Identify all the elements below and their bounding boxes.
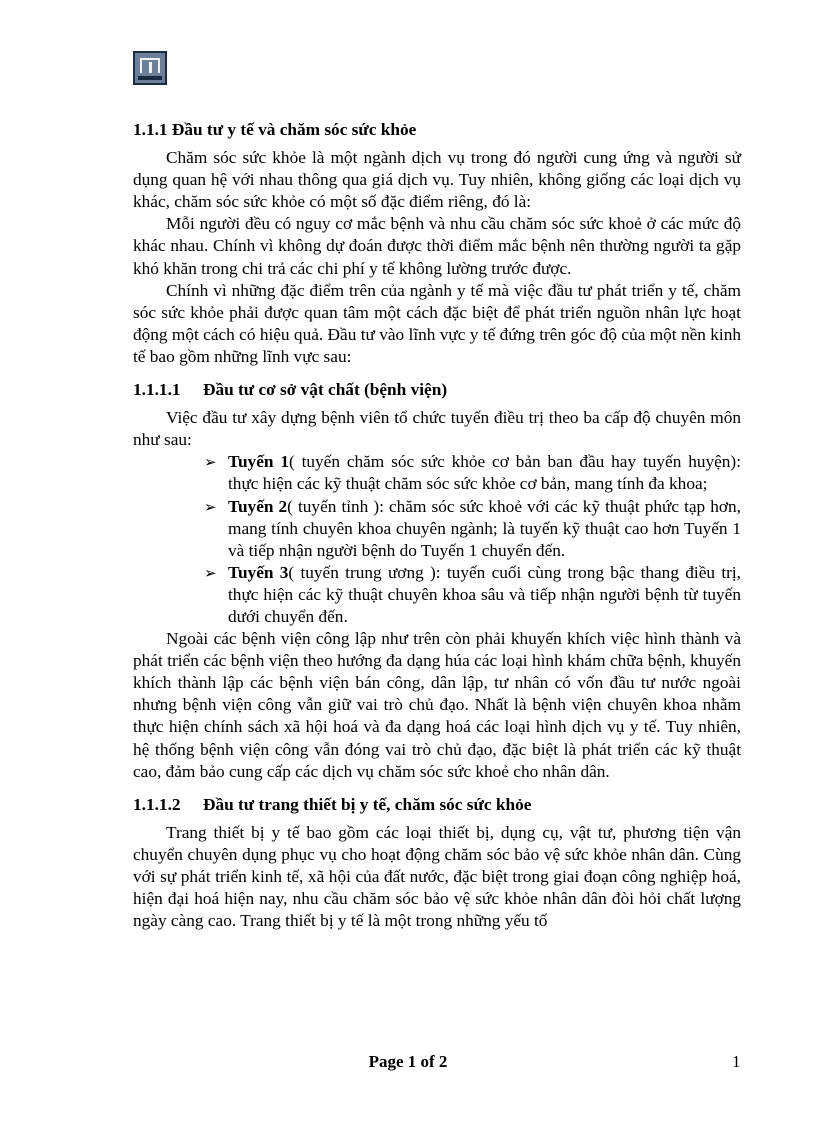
bullet-list xyxy=(133,451,741,628)
subsection-title: Đầu tư cơ sở vật chất (bệnh viện) xyxy=(203,380,448,400)
arrow-bullet-icon: ➢ xyxy=(204,563,217,582)
page-number: 1 xyxy=(732,1052,741,1071)
subsection-intro: Việc đầu tư xây dựng bệnh viên tổ chức tuyến điều trị theo ba cấp độ chuyên môn như sau: xyxy=(133,408,741,450)
bullet-text: ( tuyến trung ương ): tuyến cuối cùng trong bậc thang điều trị, thực hiện các kỹ thuật chuyên khoa sâu và tiếp nhận người bệnh từ tuyến dưới chuyển đến. xyxy=(228,562,741,626)
bullet-text: ( tuyến chăm sóc sức khỏe cơ bản ban đầu hay tuyến huyện): thực hiện các kỹ thuật chăm sóc sức khỏe cơ bản, mang tính đa khoa; xyxy=(228,452,741,494)
subsection-number: 1.1.1.1 xyxy=(133,380,181,400)
page-footer: Page 1 of 2 xyxy=(368,1052,448,1071)
subsection-paragraph: Ngoài các bệnh viện công lập như trên còn phải khuyến khích việc hình thành và phát triển các bệnh viện theo hướng đa dạng húa các loại hình khám chữa bệnh, khuyến khích thành lập các bệnh viện bán công, dân lập, tư nhân có vốn đầu tư nước ngoài nhưng bệnh viện công vẫn giữ vai trò chủ đạo. Nhất là bệnh viện chuyên khoa nhằm thực hiện chính sách xã hội hoá và đa dạng hoá các loại hình dịch vụ y tế. Tuy nhiên, hệ thống bệnh viện công vẫn đóng vai trò chủ đạo, đặc biệt là phát triển các kỹ thuật cao, đảm bảo cung cấp các dịch vụ chăm sóc sức khoẻ cho nhân dân. xyxy=(133,629,741,781)
bullet-label: Tuyến 2 xyxy=(228,496,288,516)
subsection-title: Đầu tư trang thiết bị y tế, chăm sóc sức khỏe xyxy=(203,794,532,814)
section-paragraph: Mỗi người đều có nguy cơ mắc bệnh và nhu cầu chăm sóc sức khoẻ ở các mức độ khác nhau. Chính vì không dự đoán được thời điểm mắc bệnh nên thường người ta gặp khó khăn trong chi trả các chi phí y tế không lường trước được. xyxy=(133,214,741,278)
subsection-heading xyxy=(133,379,741,401)
subsection-number: 1.1.1.2 xyxy=(133,794,181,814)
subsection-heading xyxy=(133,794,741,816)
list-item xyxy=(204,496,741,562)
bullet-label: Tuyến 1 xyxy=(228,452,289,472)
bullet-label: Tuyến 3 xyxy=(228,562,289,582)
section-title: 1.1.1 Đầu tư y tế và chăm sóc sức khỏe xyxy=(133,120,417,139)
section-paragraph: Chính vì những đặc điểm trên của ngành y tế mà việc đầu tư phát triển y tế, chăm sóc sức khỏe phải được quan tâm một cách đặc biệt để phát triển nguồn nhân lực hoạt động một cách có hiệu quả. Đầu tư vào lĩnh vực y tế đứng trên góc độ của một nền kinh tế bao gồm những lĩnh vực sau: xyxy=(133,280,741,366)
building-logo-icon xyxy=(133,51,167,85)
arrow-bullet-icon: ➢ xyxy=(204,453,217,472)
bullet-text: ( tuyến tỉnh ): chăm sóc sức khoẻ với các kỹ thuật phức tạp hơn, mang tính chuyên khoa chuyên ngành; là tuyến kỹ thuật cao hơn Tuyến 1 và tiếp nhận người bệnh do Tuyến 1 chuyển đến. xyxy=(228,496,741,560)
section-paragraph: Chăm sóc sức khỏe là một ngành dịch vụ trong đó người cung ứng và người sử dụng quan hệ với nhau thông qua giá dịch vụ. Tuy nhiên, không giống các loại dịch vụ khác, chăm sóc sức khỏe có một số đặc điểm riêng, đó là: xyxy=(133,148,741,212)
list-item xyxy=(204,562,741,628)
document-body xyxy=(133,118,741,932)
arrow-bullet-icon: ➢ xyxy=(204,497,217,516)
list-item xyxy=(204,451,741,495)
subsection-paragraph: Trang thiết bị y tế bao gồm các loại thiết bị, dụng cụ, vật tư, phương tiện vận chuyển chuyên dụng phục vụ cho hoạt động chăm sóc bảo vệ sức khỏe nhân dân. Cùng với sự phát triển kinh tế, xã hội của đất nước, đặc biệt trong giai đoạn công nghiệp hoá, hiện đại hoá hiện nay, nhu cầu chăm sóc bảo vệ sức khỏe nhân dân đòi hỏi chất lượng ngày càng cao. Trang thiết bị y tế là một trong những yếu tố xyxy=(133,822,741,931)
